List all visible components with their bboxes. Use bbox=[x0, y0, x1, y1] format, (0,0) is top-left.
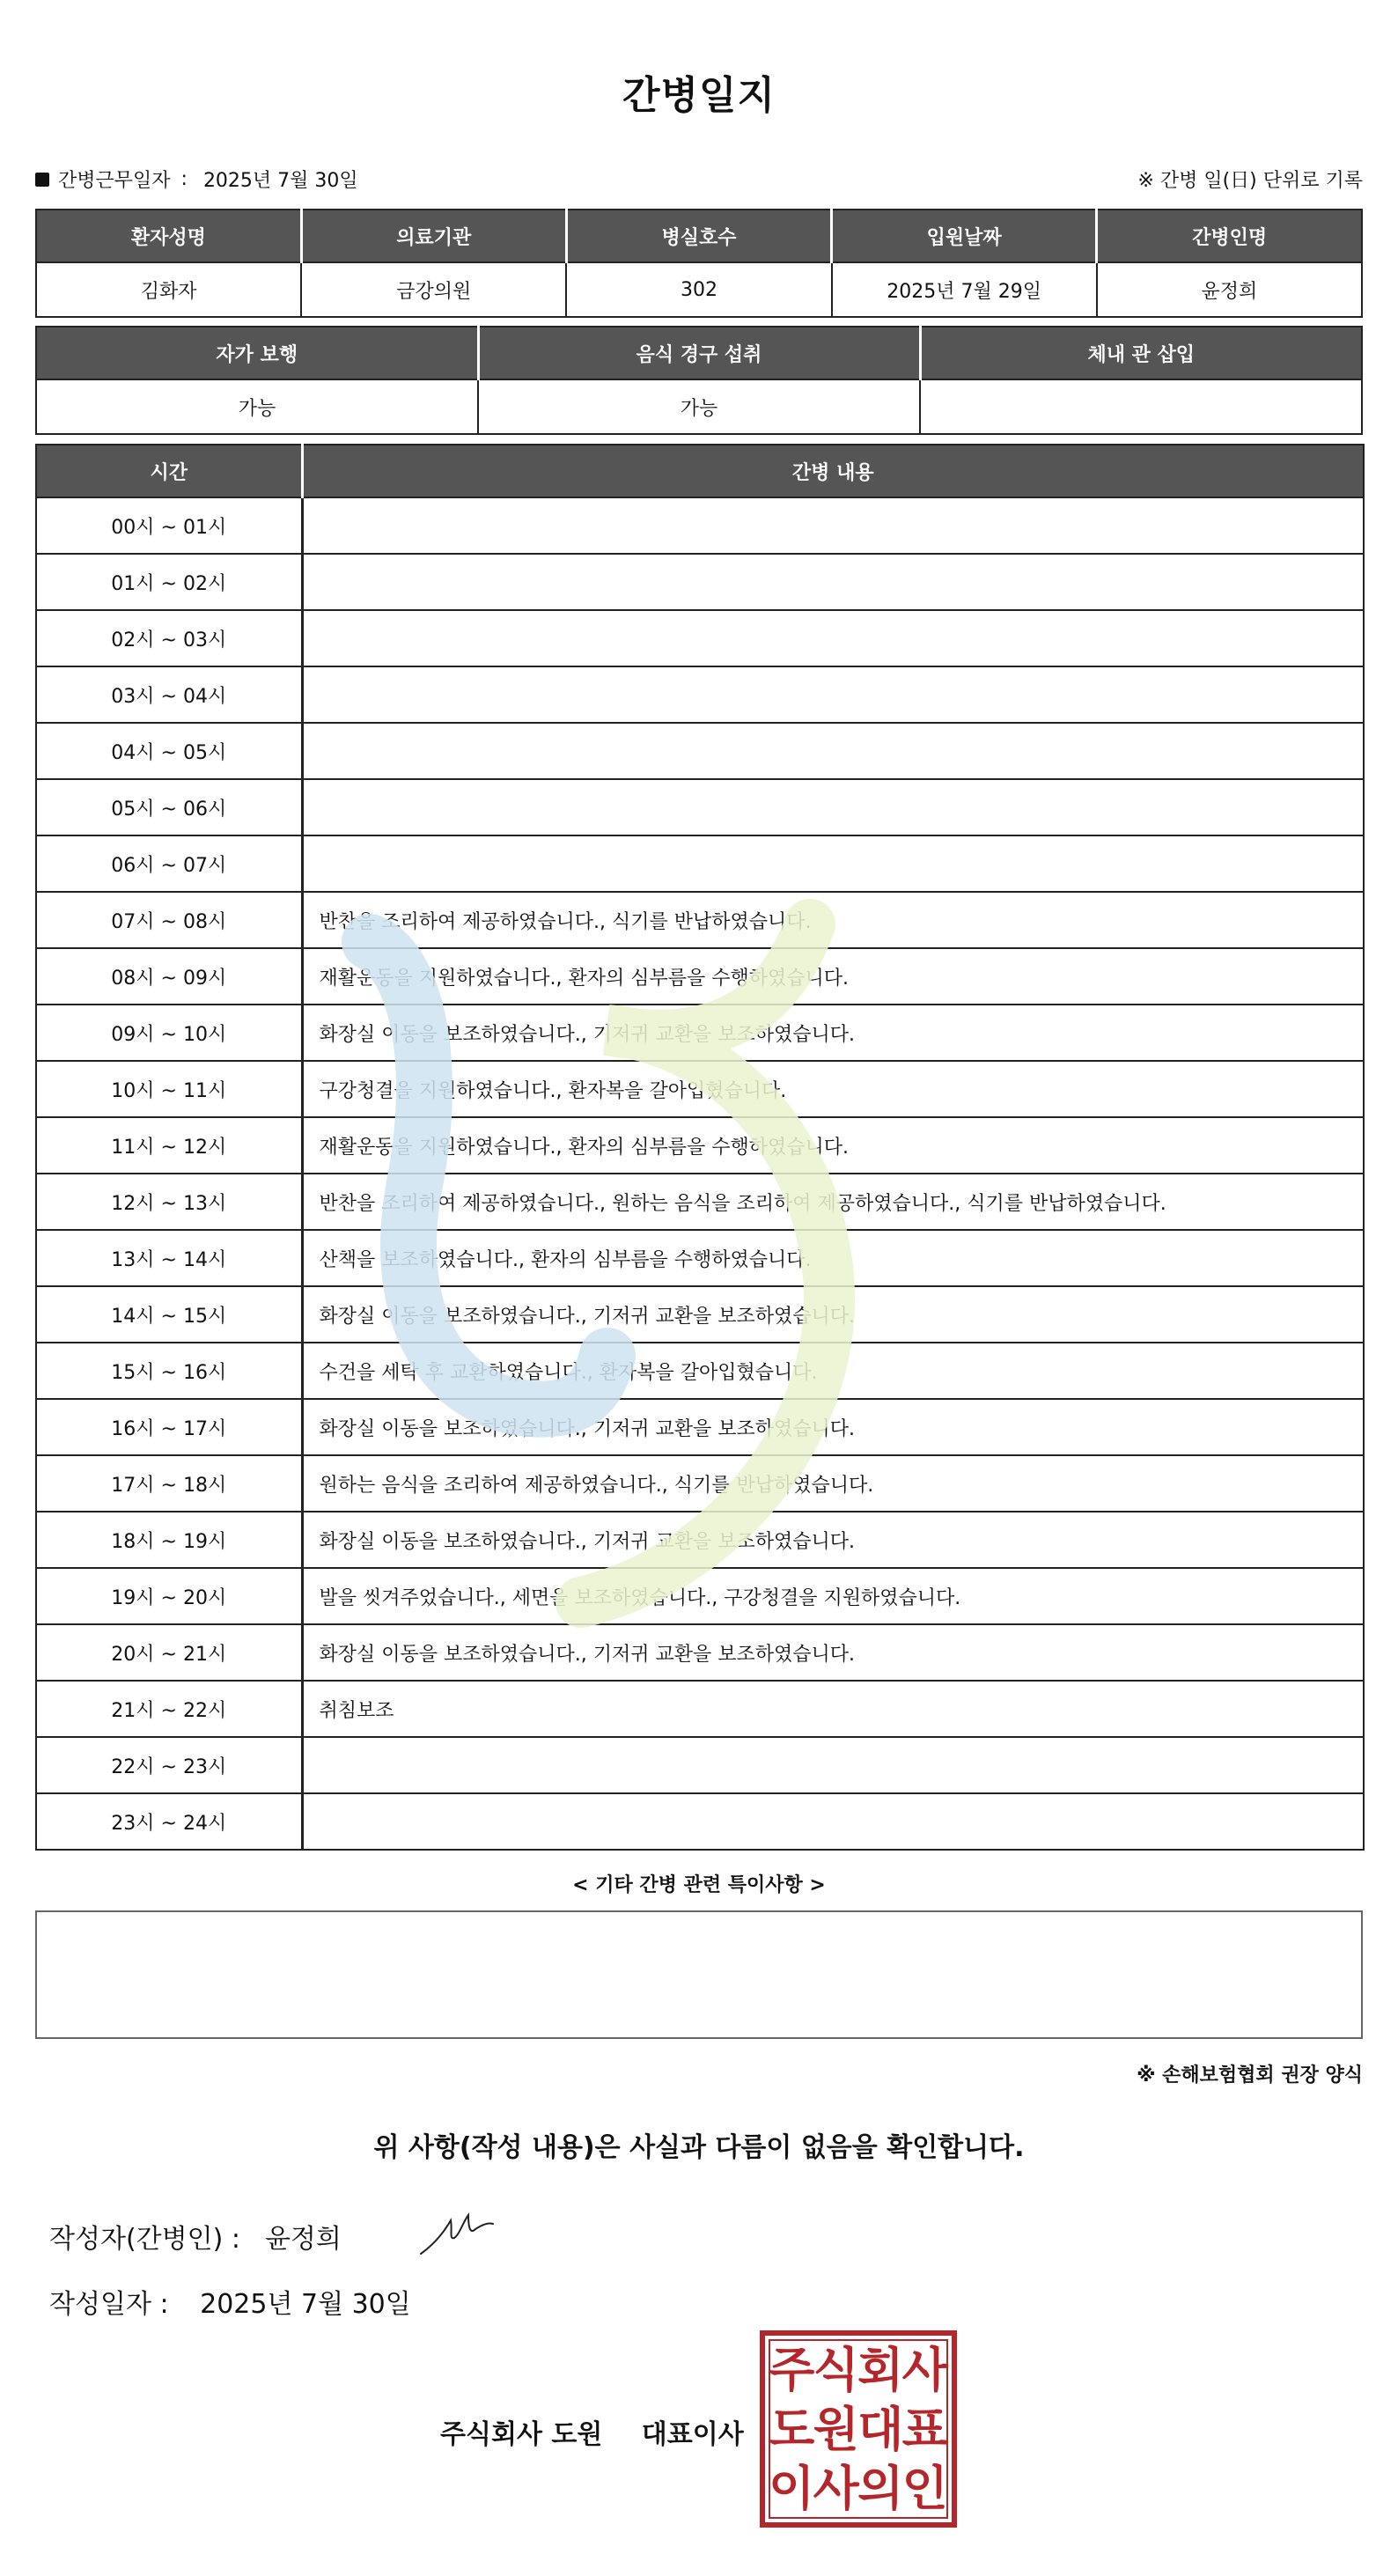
care-log-table bbox=[35, 444, 1365, 1851]
recommend-note: ※ 손해보험협회 권장 양식 bbox=[1137, 2064, 1363, 2087]
time-cell: 00시 ~ 01시 bbox=[36, 497, 302, 554]
hospital-header: 의료기관 bbox=[301, 210, 566, 262]
time-cell: 06시 ~ 07시 bbox=[36, 835, 302, 892]
work-date-separator: : bbox=[180, 168, 188, 190]
company-role: 대표이사 bbox=[641, 2419, 744, 2450]
care-content-cell: 반찬을 조리하여 제공하였습니다., 식기를 반납하였습니다. bbox=[302, 892, 1364, 948]
write-date-label: 작성일자 : bbox=[49, 2289, 169, 2320]
care-content-cell: 산책을 보조하였습니다., 환자의 심부름을 수행하였습니다. bbox=[302, 1230, 1364, 1286]
write-date-value: 2025년 7월 30일 bbox=[200, 2289, 411, 2320]
time-cell: 14시 ~ 15시 bbox=[36, 1286, 302, 1343]
care-content-cell: 화장실 이동을 보조하였습니다., 기저귀 교환을 보조하였습니다. bbox=[302, 1005, 1364, 1061]
time-cell: 01시 ~ 02시 bbox=[36, 554, 302, 610]
time-cell: 10시 ~ 11시 bbox=[36, 1061, 302, 1117]
page-title: 간병일지 bbox=[622, 73, 776, 118]
time-cell: 23시 ~ 24시 bbox=[36, 1793, 302, 1850]
seal-character: 식 bbox=[813, 2342, 859, 2398]
patient-info-table bbox=[35, 209, 1363, 318]
confirmation-statement: 위 사항(작성 내용)은 사실과 다름이 없음을 확인합니다. bbox=[373, 2132, 1025, 2163]
care-content-cell: 재활운동을 지원하였습니다., 환자의 심부름을 수행하였습니다. bbox=[302, 948, 1364, 1005]
table-row bbox=[36, 1681, 1364, 1737]
tube-insertion-value bbox=[920, 379, 1362, 434]
company-name: 주식회사 도원 bbox=[440, 2419, 603, 2450]
time-cell: 05시 ~ 06시 bbox=[36, 779, 302, 835]
care-content-cell bbox=[302, 610, 1364, 666]
oral-intake-header: 음식 경구 섭취 bbox=[478, 327, 920, 379]
company-line bbox=[440, 2412, 744, 2451]
time-cell: 22시 ~ 23시 bbox=[36, 1737, 302, 1793]
hospital-value: 금강의원 bbox=[301, 262, 566, 317]
seal-character: 대 bbox=[857, 2401, 904, 2457]
care-content-cell bbox=[302, 723, 1364, 779]
table-row bbox=[36, 1737, 1364, 1793]
care-content-cell: 화장실 이동을 보조하였습니다., 기저귀 교환을 보조하였습니다. bbox=[302, 1286, 1364, 1343]
seal-character: 도 bbox=[769, 2401, 815, 2457]
work-date-label: 간병근무일자 bbox=[58, 170, 171, 192]
admission-date-value: 2025년 7월 29일 bbox=[832, 262, 1097, 317]
time-cell: 07시 ~ 08시 bbox=[36, 892, 302, 948]
seal-character: 사 bbox=[813, 2461, 859, 2517]
bullet-square-icon bbox=[35, 173, 49, 187]
care-content-cell bbox=[302, 1737, 1364, 1793]
table-row bbox=[36, 1061, 1364, 1117]
time-cell: 04시 ~ 05시 bbox=[36, 723, 302, 779]
time-header: 시간 bbox=[36, 445, 302, 497]
care-content-cell: 수건을 세탁 후 교환하였습니다., 환자복을 갈아입혔습니다. bbox=[302, 1343, 1364, 1399]
work-date-value: 2025년 7월 30일 bbox=[202, 170, 358, 192]
time-cell: 11시 ~ 12시 bbox=[36, 1117, 302, 1174]
time-cell: 17시 ~ 18시 bbox=[36, 1455, 302, 1512]
writer-line bbox=[49, 2217, 342, 2256]
table-row bbox=[36, 1624, 1364, 1681]
table-row bbox=[36, 666, 1364, 723]
write-date-line bbox=[49, 2282, 411, 2321]
care-content-cell bbox=[302, 779, 1364, 835]
care-content-cell: 화장실 이동을 보조하였습니다., 기저귀 교환을 보조하였습니다. bbox=[302, 1512, 1364, 1568]
table-row bbox=[36, 1793, 1364, 1850]
self-walking-value: 가능 bbox=[36, 379, 478, 434]
table-row bbox=[36, 948, 1364, 1005]
table-row bbox=[36, 1286, 1364, 1343]
room-number-value: 302 bbox=[566, 262, 831, 317]
care-content-cell bbox=[302, 835, 1364, 892]
time-cell: 21시 ~ 22시 bbox=[36, 1681, 302, 1737]
table-row bbox=[36, 1230, 1364, 1286]
time-cell: 03시 ~ 04시 bbox=[36, 666, 302, 723]
care-content-cell: 구강청결을 지원하였습니다., 환자복을 갈아입혔습니다. bbox=[302, 1061, 1364, 1117]
work-date bbox=[35, 166, 358, 193]
patient-name-value: 김화자 bbox=[36, 262, 301, 317]
time-cell: 09시 ~ 10시 bbox=[36, 1005, 302, 1061]
admission-date-header: 입원날짜 bbox=[832, 210, 1097, 262]
table-row bbox=[36, 610, 1364, 666]
table-row bbox=[36, 1005, 1364, 1061]
writer-label: 작성자(간병인) : bbox=[49, 2224, 240, 2255]
care-content-cell: 화장실 이동을 보조하였습니다., 기저귀 교환을 보조하였습니다. bbox=[302, 1399, 1364, 1455]
time-cell: 16시 ~ 17시 bbox=[36, 1399, 302, 1455]
caregiver-name-value: 윤정희 bbox=[1097, 262, 1362, 317]
table-row bbox=[36, 497, 1364, 554]
table-row bbox=[36, 779, 1364, 835]
company-seal-icon bbox=[759, 2329, 958, 2528]
seal-character: 인 bbox=[901, 2461, 948, 2517]
table-row bbox=[36, 1568, 1364, 1624]
care-content-cell: 원하는 음식을 조리하여 제공하였습니다., 식기를 반납하였습니다. bbox=[302, 1455, 1364, 1512]
special-notes-box bbox=[35, 1910, 1363, 2039]
oral-intake-value: 가능 bbox=[478, 379, 920, 434]
seal-character: 의 bbox=[857, 2461, 904, 2517]
care-content-cell bbox=[302, 554, 1364, 610]
care-content-header: 간병 내용 bbox=[302, 445, 1364, 497]
caregiver-name-header: 간병인명 bbox=[1097, 210, 1362, 262]
care-content-cell: 발을 씻겨주었습니다., 세면을 보조하였습니다., 구강청결을 지원하였습니다. bbox=[302, 1568, 1364, 1624]
time-cell: 19시 ~ 20시 bbox=[36, 1568, 302, 1624]
care-content-cell: 재활운동을 지원하였습니다., 환자의 심부름을 수행하였습니다. bbox=[302, 1117, 1364, 1174]
room-number-header: 병실호수 bbox=[566, 210, 831, 262]
table-row bbox=[36, 1117, 1364, 1174]
seal-character: 주 bbox=[769, 2342, 815, 2398]
care-content-cell bbox=[302, 497, 1364, 554]
time-cell: 20시 ~ 21시 bbox=[36, 1624, 302, 1681]
care-log-header-row bbox=[36, 445, 1364, 497]
time-cell: 18시 ~ 19시 bbox=[36, 1512, 302, 1568]
care-content-cell bbox=[302, 666, 1364, 723]
special-notes-title: < 기타 간병 관련 특이사항 > bbox=[572, 1874, 826, 1896]
unit-note: ※ 간병 일(日) 단위로 기록 bbox=[1137, 170, 1363, 192]
patient-info-header-row bbox=[36, 210, 1362, 262]
care-content-cell: 취침보조 bbox=[302, 1681, 1364, 1737]
time-cell: 13시 ~ 14시 bbox=[36, 1230, 302, 1286]
condition-header-row bbox=[36, 327, 1362, 379]
table-row bbox=[36, 1455, 1364, 1512]
table-row bbox=[36, 892, 1364, 948]
table-row bbox=[36, 835, 1364, 892]
seal-character: 이 bbox=[769, 2461, 815, 2517]
patient-condition-table bbox=[35, 326, 1363, 435]
time-cell: 15시 ~ 16시 bbox=[36, 1343, 302, 1399]
tube-insertion-header: 체내 관 삽입 bbox=[920, 327, 1362, 379]
care-content-cell: 반찬을 조리하여 제공하였습니다., 원하는 음식을 조리하여 제공하였습니다., 식기를 반납하였습니다. bbox=[302, 1174, 1364, 1230]
seal-character: 원 bbox=[813, 2401, 859, 2457]
care-content-cell bbox=[302, 1793, 1364, 1850]
patient-info-value-row bbox=[36, 262, 1362, 317]
seal-character: 표 bbox=[901, 2401, 948, 2457]
writer-name: 윤정희 bbox=[264, 2224, 342, 2255]
time-cell: 08시 ~ 09시 bbox=[36, 948, 302, 1005]
care-log-body bbox=[36, 497, 1364, 1850]
table-row bbox=[36, 554, 1364, 610]
table-row bbox=[36, 723, 1364, 779]
table-row bbox=[36, 1399, 1364, 1455]
table-row bbox=[36, 1174, 1364, 1230]
table-row bbox=[36, 1343, 1364, 1399]
care-content-cell: 화장실 이동을 보조하였습니다., 기저귀 교환을 보조하였습니다. bbox=[302, 1624, 1364, 1681]
condition-value-row bbox=[36, 379, 1362, 434]
table-row bbox=[36, 1512, 1364, 1568]
seal-character: 사 bbox=[901, 2342, 948, 2398]
self-walking-header: 자가 보행 bbox=[36, 327, 478, 379]
seal-character: 회 bbox=[857, 2342, 904, 2398]
time-cell: 02시 ~ 03시 bbox=[36, 610, 302, 666]
patient-name-header: 환자성명 bbox=[36, 210, 301, 262]
signature-icon bbox=[417, 2208, 497, 2261]
time-cell: 12시 ~ 13시 bbox=[36, 1174, 302, 1230]
